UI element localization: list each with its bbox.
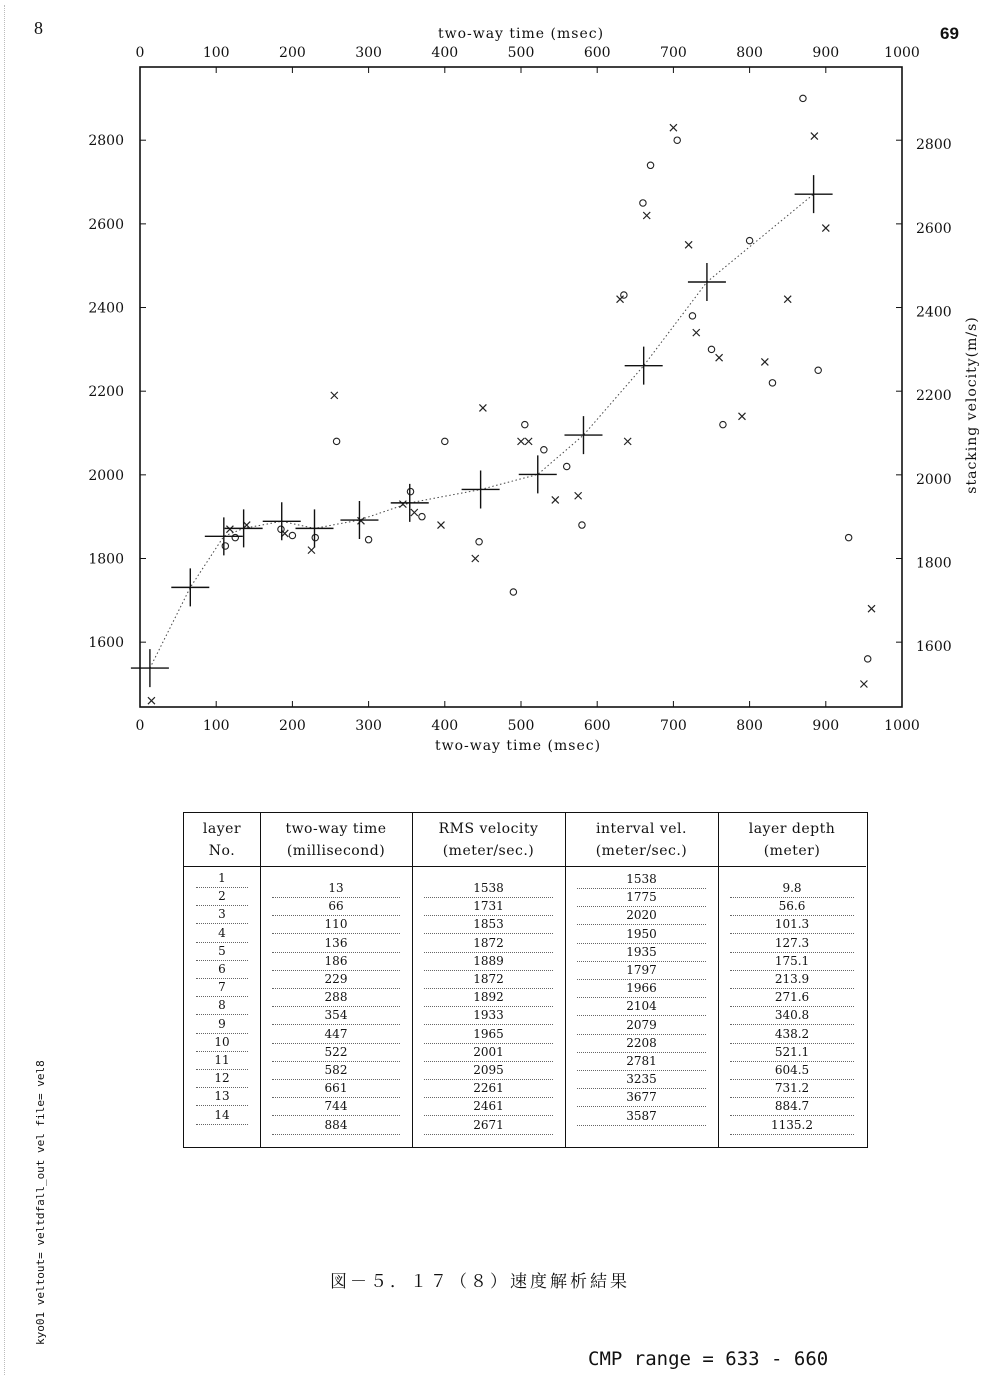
table-header (184, 813, 260, 867)
table-cell: 582 (272, 1061, 400, 1080)
y-tick-label-left: 2000 (88, 467, 124, 484)
table-cell: 447 (272, 1025, 400, 1044)
y-tick-label-right: 2400 (916, 304, 952, 321)
table-cell: 354 (272, 1006, 400, 1025)
y-axis-title-right: stacking velocity(m/s) (964, 316, 980, 494)
x-tick-label-top: 500 (507, 45, 535, 61)
velocity-pick-cross (205, 517, 243, 555)
table-cell: 2020 (577, 906, 706, 925)
semblance-pick-o (541, 447, 547, 453)
table-cell: 744 (272, 1097, 400, 1116)
table-cell: 438.2 (730, 1025, 854, 1044)
semblance-pick-x (575, 492, 582, 499)
table-cell: 101.3 (730, 915, 854, 934)
x-tick-label-bottom: 1000 (884, 718, 920, 734)
semblance-pick-x (411, 509, 418, 516)
table-cell: 884.7 (730, 1097, 854, 1116)
velocity-pick-cross (131, 649, 169, 687)
table-cell: 56.6 (730, 897, 854, 916)
semblance-pick-x (472, 555, 479, 562)
semblance-pick-o (232, 534, 238, 540)
x-tick-label-bottom: 500 (507, 718, 535, 734)
velocity-pick-cross (295, 509, 333, 547)
plot-frame (140, 67, 902, 707)
x-tick-label-bottom: 100 (202, 718, 230, 734)
table-cell: 7 (196, 978, 248, 997)
table-cell: 127.3 (730, 934, 854, 953)
table-cell: 1872 (424, 934, 553, 953)
table-cell: 66 (272, 897, 400, 916)
table-cell: 661 (272, 1079, 400, 1098)
table-cell: 2781 (577, 1052, 706, 1071)
cmp-range-label: CMP range = 633 - 660 (588, 1348, 829, 1370)
semblance-pick-o (564, 463, 570, 469)
semblance-pick-o (579, 522, 585, 528)
y-tick-label-left: 2400 (88, 300, 124, 317)
y-tick-label-left: 1800 (88, 551, 124, 568)
semblance-pick-x (643, 212, 650, 219)
table-cell: 175.1 (730, 952, 854, 971)
semblance-pick-x (761, 358, 768, 365)
semblance-pick-x (617, 296, 624, 303)
table-cell: 1775 (577, 888, 706, 907)
table-cell: 136 (272, 934, 400, 953)
velocity-pick-cross (564, 416, 602, 454)
table-column-rms-velocity (412, 813, 566, 1147)
table-cell: 3677 (577, 1088, 706, 1107)
semblance-pick-o (522, 421, 528, 427)
table-cell: 213.9 (730, 970, 854, 989)
semblance-pick-o (815, 367, 821, 373)
table-header-line: (meter) (763, 843, 821, 859)
y-tick-label-right: 2200 (916, 388, 952, 405)
table-cell: 884 (272, 1116, 400, 1135)
x-tick-label-top: 700 (660, 45, 687, 61)
page-number-right: 69 (940, 24, 959, 43)
semblance-pick-x (670, 124, 677, 131)
table-cell: 2 (196, 887, 248, 906)
semblance-pick-x (399, 501, 406, 508)
table-header (260, 813, 412, 867)
layer-velocity-table (183, 812, 868, 1148)
table-cell: 2671 (424, 1116, 553, 1135)
velocity-pick-cross (391, 484, 429, 522)
semblance-pick-x (308, 547, 315, 554)
table-cell: 13 (196, 1087, 248, 1106)
table-cell: 3 (196, 905, 248, 924)
semblance-pick-x (148, 697, 155, 704)
y-tick-label-right: 1600 (916, 639, 952, 656)
table-cell: 1889 (424, 952, 553, 971)
semblance-pick-x (860, 680, 867, 687)
table-header-line: interval vel. (596, 821, 687, 837)
table-cell: 604.5 (730, 1061, 854, 1080)
y-tick-label-right: 2000 (916, 471, 952, 488)
table-cell: 1872 (424, 970, 553, 989)
x-tick-label-bottom: 400 (431, 718, 459, 734)
velocity-pick-cross (225, 509, 263, 547)
semblance-pick-x (811, 133, 818, 140)
table-cell: 1950 (577, 925, 706, 944)
side-note: kyo01 veltout= veltdfall_out vel file= vel8 (34, 1060, 47, 1345)
table-cell: 2079 (577, 1016, 706, 1035)
table-cell: 2104 (577, 997, 706, 1016)
y-tick-label-right: 2600 (916, 220, 952, 237)
velocity-pick-cross (519, 455, 557, 493)
table-header-line: RMS velocity (438, 821, 539, 837)
velocity-pick-cross (171, 568, 209, 606)
velocity-function-line (150, 194, 814, 668)
table-cell: 521.1 (730, 1043, 854, 1062)
semblance-pick-x (437, 522, 444, 529)
semblance-pick-o (222, 543, 228, 549)
table-header (565, 813, 718, 867)
table-column-layer-depth (718, 813, 866, 1147)
semblance-pick-o (647, 162, 653, 168)
semblance-pick-o (720, 421, 726, 427)
table-header-line: (millisecond) (286, 843, 386, 859)
velocity-pick-cross (688, 263, 726, 301)
semblance-pick-x (685, 241, 692, 248)
table-cell: 186 (272, 952, 400, 971)
table-cell: 14 (196, 1106, 248, 1125)
semblance-pick-o (800, 95, 806, 101)
table-column-layer-no (184, 813, 261, 1147)
semblance-pick-o (289, 532, 295, 538)
table-cell: 3587 (577, 1107, 706, 1126)
semblance-pick-o (621, 292, 627, 298)
semblance-pick-o (510, 589, 516, 595)
table-cell: 8 (196, 996, 248, 1015)
table-cell: 340.8 (730, 1006, 854, 1025)
x-tick-label-bottom: 0 (135, 718, 145, 734)
x-tick-label-top: 0 (135, 45, 145, 61)
y-tick-label-left: 2200 (88, 384, 124, 401)
table-cell: 13 (272, 879, 400, 898)
x-tick-label-top: 300 (355, 45, 382, 61)
velocity-pick-cross (795, 175, 833, 213)
table-cell: 288 (272, 988, 400, 1007)
table-cell: 1797 (577, 961, 706, 980)
table-header (718, 813, 866, 867)
table-column-interval-vel (565, 813, 719, 1147)
page-number-left: 8 (34, 18, 43, 38)
semblance-pick-o (640, 200, 646, 206)
semblance-pick-x (479, 404, 486, 411)
semblance-pick-x (331, 392, 338, 399)
y-tick-label-left: 2800 (88, 133, 124, 150)
table-cell: 1935 (577, 943, 706, 962)
table-cell: 2208 (577, 1034, 706, 1053)
table-cell: 522 (272, 1043, 400, 1062)
semblance-pick-x (868, 605, 875, 612)
table-cell: 2095 (424, 1061, 553, 1080)
table-cell: 271.6 (730, 988, 854, 1007)
semblance-pick-o (365, 536, 371, 542)
table-cell: 229 (272, 970, 400, 989)
x-tick-label-bottom: 800 (736, 718, 763, 734)
velocity-pick-cross (340, 501, 378, 539)
semblance-pick-x (784, 296, 791, 303)
table-cell: 9.8 (730, 879, 854, 898)
semblance-pick-o (845, 534, 851, 540)
table-cell: 1965 (424, 1025, 553, 1044)
table-cell: 6 (196, 960, 248, 979)
figure-caption: 図－５．１７（８）速度解析結果 (330, 1272, 630, 1292)
x-axis-title-top: two-way time (msec) (437, 26, 605, 42)
table-cell: 1933 (424, 1006, 553, 1025)
semblance-pick-x (716, 354, 723, 361)
x-tick-label-bottom: 300 (355, 718, 382, 734)
semblance-pick-x (357, 517, 364, 524)
x-tick-label-bottom: 200 (279, 718, 306, 734)
table-cell: 1731 (424, 897, 553, 916)
semblance-pick-o (419, 513, 425, 519)
table-cell: 3235 (577, 1070, 706, 1089)
table-cell: 5 (196, 942, 248, 961)
table-column-two-way-time (260, 813, 413, 1147)
x-tick-label-bottom: 900 (812, 718, 840, 734)
velocity-pick-cross (625, 347, 663, 385)
y-tick-label-right: 1800 (916, 555, 952, 572)
x-tick-label-top: 800 (736, 45, 763, 61)
semblance-pick-o (746, 237, 752, 243)
semblance-pick-x (226, 526, 233, 533)
table-header-line: two-way time (285, 821, 387, 837)
x-tick-label-bottom: 700 (660, 718, 687, 734)
table-cell: 1135.2 (730, 1116, 854, 1135)
y-tick-label-left: 1600 (88, 635, 124, 652)
semblance-pick-o (333, 438, 339, 444)
table-cell: 110 (272, 915, 400, 934)
x-tick-label-top: 400 (431, 45, 459, 61)
table-cell: 4 (196, 924, 248, 943)
table-cell: 2461 (424, 1097, 553, 1116)
table-header-line: layer (202, 821, 242, 837)
semblance-pick-o (708, 346, 714, 352)
table-cell: 9 (196, 1015, 248, 1034)
x-tick-label-top: 600 (583, 45, 611, 61)
table-cell: 2001 (424, 1043, 553, 1062)
table-cell: 1966 (577, 979, 706, 998)
semblance-pick-x (738, 413, 745, 420)
table-header-line: No. (208, 843, 236, 859)
table-header-line: layer depth (748, 821, 836, 837)
velocity-pick-cross (462, 470, 500, 508)
table-cell: 12 (196, 1069, 248, 1088)
semblance-pick-o (769, 380, 775, 386)
x-tick-label-top: 200 (279, 45, 306, 61)
x-axis-title-bottom: two-way time (msec) (434, 738, 602, 754)
x-tick-label-bottom: 600 (583, 718, 611, 734)
table-cell: 1853 (424, 915, 553, 934)
semblance-pick-x (525, 438, 532, 445)
semblance-pick-x (693, 329, 700, 336)
x-tick-label-top: 900 (812, 45, 840, 61)
table-cell: 1 (196, 869, 248, 888)
x-tick-label-top: 1000 (884, 45, 920, 61)
semblance-pick-o (312, 534, 318, 540)
table-cell: 10 (196, 1033, 248, 1052)
semblance-pick-o (407, 488, 413, 494)
table-header-line: (meter/sec.) (595, 843, 688, 859)
table-cell: 1538 (424, 879, 553, 898)
semblance-pick-x (518, 438, 525, 445)
table-cell: 1892 (424, 988, 553, 1007)
table-cell: 1538 (577, 870, 706, 889)
table-cell: 11 (196, 1051, 248, 1070)
semblance-pick-o (689, 313, 695, 319)
table-cell: 2261 (424, 1079, 553, 1098)
table-header (412, 813, 565, 867)
semblance-pick-x (552, 496, 559, 503)
y-tick-label-right: 2800 (916, 137, 952, 154)
semblance-pick-x (624, 438, 631, 445)
semblance-pick-x (822, 225, 829, 232)
semblance-pick-o (476, 539, 482, 545)
semblance-pick-o (865, 656, 871, 662)
table-header-line: (meter/sec.) (442, 843, 535, 859)
semblance-pick-o (674, 137, 680, 143)
semblance-pick-o (442, 438, 448, 444)
y-tick-label-left: 2600 (88, 216, 124, 233)
x-tick-label-top: 100 (202, 45, 230, 61)
table-cell: 731.2 (730, 1079, 854, 1098)
